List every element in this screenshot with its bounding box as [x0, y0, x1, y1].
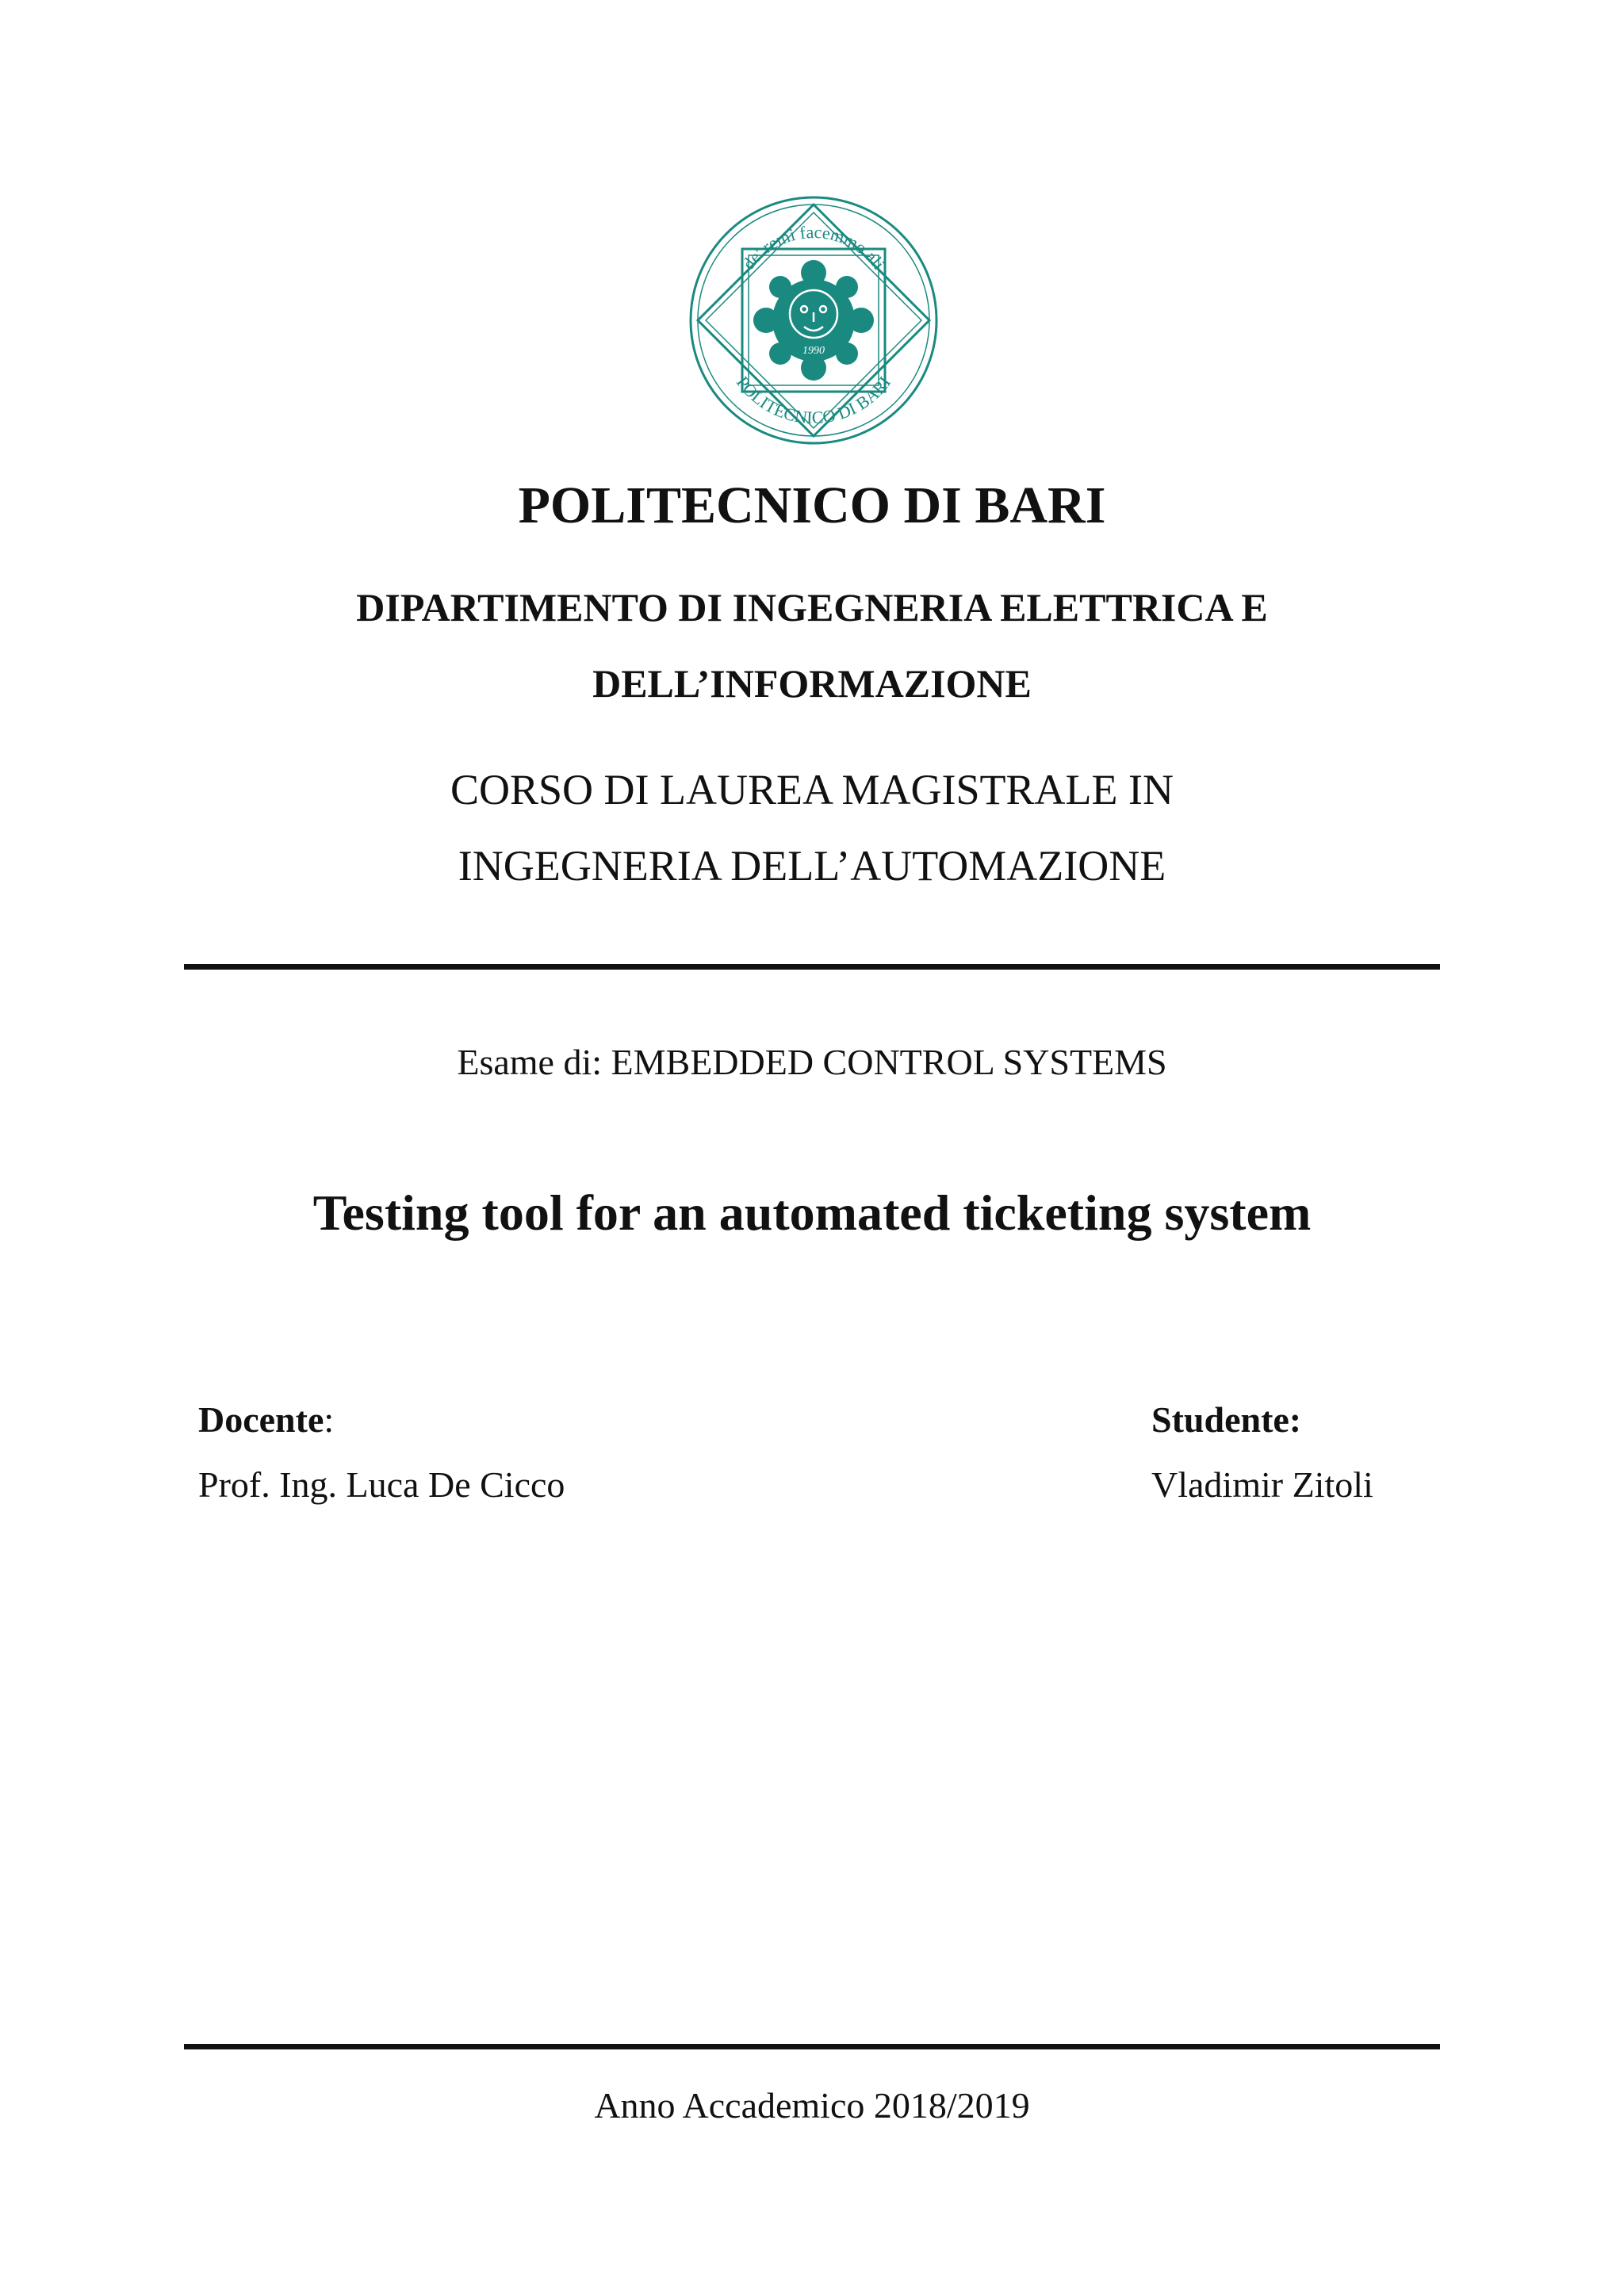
university-seal-logo	[688, 195, 939, 446]
course-line-1: CORSO DI LAUREA MAGISTRALE IN	[450, 766, 1174, 813]
exam-subject: Esame di: EMBEDDED CONTROL SYSTEMS	[457, 1042, 1167, 1082]
seal-year-text: 1990	[802, 345, 825, 357]
top-divider	[184, 964, 1440, 970]
thesis-title: Testing tool for an automated ticketing system	[312, 1184, 1312, 1241]
degree-course	[0, 752, 1624, 904]
student-role-label: Studente:	[1151, 1399, 1302, 1440]
department-line-2: DELL’INFORMAZIONE	[592, 661, 1032, 706]
university-name: POLITECNICO DI BARI	[518, 476, 1106, 534]
teacher-role-label	[198, 1387, 565, 1452]
academic-year: Anno Accademico 2018/2019	[594, 2085, 1030, 2126]
student-name: Vladimir Zitoli	[1151, 1464, 1373, 1505]
teacher-block	[198, 1387, 565, 1517]
seal-name-text: POLITECNICO DI BARI	[732, 372, 895, 428]
department-line-1: DIPARTIMENTO DI INGEGNERIA ELETTRICA E	[356, 585, 1268, 629]
student-block	[1151, 1387, 1373, 1517]
seal-motto-text: de' remi facemmo ali	[738, 221, 890, 274]
teacher-role-colon: :	[324, 1399, 335, 1440]
teacher-role-text: Docente	[198, 1399, 324, 1440]
course-line-2: INGEGNERIA DELL’AUTOMAZIONE	[458, 842, 1166, 890]
department-name	[0, 569, 1624, 721]
bottom-divider	[184, 2044, 1440, 2049]
teacher-name: Prof. Ing. Luca De Cicco	[198, 1464, 565, 1505]
